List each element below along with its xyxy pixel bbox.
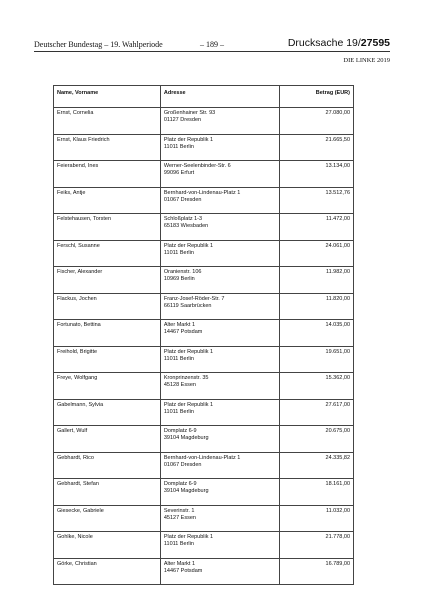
address-street: Oranienstr. 106 <box>163 269 202 275</box>
address-city: 01067 Dresden <box>163 196 202 203</box>
address-street: Bernhard-von-Lindenau-Platz 1 <box>163 454 241 461</box>
amount-cell <box>279 373 353 400</box>
table-row <box>54 134 354 161</box>
name-cell <box>54 426 161 453</box>
address-street: Großenhainer Str. 93 <box>163 110 216 116</box>
address-city: 14467 Potsdam <box>163 567 203 574</box>
address-cell <box>160 479 279 506</box>
address-street: Werner-Seelenbinder-Str. 6 <box>163 163 231 169</box>
address-street: Severinstr. 1 <box>163 507 195 514</box>
address-city: 11011 Berlin <box>163 408 194 415</box>
address-street: Franz-Josef-Röder-Str. 7 <box>163 295 225 302</box>
address-city: 01127 Dresden <box>163 117 202 123</box>
address-cell <box>160 452 279 479</box>
amount-cell <box>279 134 353 161</box>
recipient-name: Flackus, Jochen <box>57 295 97 302</box>
address-city: 45128 Essen <box>163 382 196 388</box>
amount-value: 19.651,00 <box>325 348 350 355</box>
address-cell <box>160 505 279 532</box>
address-street: Alter Markt 1 <box>163 322 196 328</box>
address-street: Platz der Republik 1 <box>163 534 214 540</box>
donations-table <box>53 85 354 585</box>
column-header-address: Adresse <box>160 86 279 108</box>
name-cell <box>54 373 161 400</box>
name-cell <box>54 293 161 320</box>
name-cell <box>54 479 161 506</box>
header-rule <box>34 51 390 52</box>
name-cell <box>54 558 161 585</box>
address-street: Platz der Republik 1 <box>163 242 214 249</box>
address-street: Domplatz 6-9 <box>163 428 197 434</box>
column-header-name: Name, Vorname <box>54 86 161 108</box>
amount-value: 21.665,50 <box>325 136 350 143</box>
table-row <box>54 426 354 453</box>
address-cell <box>160 373 279 400</box>
address-city: 66119 Saarbrücken <box>163 302 212 309</box>
name-cell <box>54 187 161 214</box>
amount-value: 11.820,00 <box>325 295 350 302</box>
name-cell <box>54 161 161 188</box>
amount-cell <box>279 161 353 188</box>
address-street: Bernhard-von-Lindenau-Platz 1 <box>163 189 241 196</box>
party-label: DIE LINKE 2019 <box>343 57 390 64</box>
amount-value: 11.472,00 <box>325 216 350 222</box>
recipient-name: Ernst, Cornelia <box>57 110 94 116</box>
amount-cell <box>279 452 353 479</box>
amount-cell <box>279 293 353 320</box>
address-city: 11011 Berlin <box>163 355 194 362</box>
amount-cell <box>279 532 353 559</box>
name-cell <box>54 320 161 347</box>
table-row <box>54 479 354 506</box>
publication-header: Deutscher Bundestag – 19. Wahlperiode <box>34 40 163 49</box>
recipient-name: Gebhardt, Rico <box>57 454 94 461</box>
table-row <box>54 214 354 241</box>
table-row <box>54 267 354 294</box>
amount-cell <box>279 187 353 214</box>
amount-value: 14.035,00 <box>325 322 350 328</box>
amount-cell <box>279 108 353 135</box>
amount-value: 16.789,00 <box>325 560 350 567</box>
table-row <box>54 240 354 267</box>
recipient-name: Freye, Wolfgang <box>57 375 98 381</box>
address-city: 39104 Magdeburg <box>163 435 209 441</box>
recipient-name: Fortunato, Bettina <box>57 322 101 328</box>
address-cell <box>160 532 279 559</box>
table-row <box>54 320 354 347</box>
document-number: 27595 <box>360 37 390 49</box>
address-cell <box>160 240 279 267</box>
amount-value: 27.080,00 <box>325 110 350 116</box>
recipient-name: Freihold, Brigitte <box>57 348 98 355</box>
name-cell <box>54 532 161 559</box>
recipient-name: Ferschl, Susanne <box>57 242 100 249</box>
amount-value: 18.161,00 <box>325 481 350 487</box>
address-street: Schloßplatz 1-3 <box>163 216 203 222</box>
address-cell <box>160 108 279 135</box>
table-body <box>54 108 354 585</box>
table-row <box>54 452 354 479</box>
amount-cell <box>279 558 353 585</box>
amount-value: 24.061,00 <box>325 242 350 249</box>
address-city: 45127 Essen <box>163 514 196 521</box>
address-cell <box>160 161 279 188</box>
address-cell <box>160 267 279 294</box>
recipient-name: Ernst, Klaus Friedrich <box>57 136 110 143</box>
amount-value: 24.335,82 <box>325 454 350 461</box>
name-cell <box>54 505 161 532</box>
document-label: Drucksache 19/ <box>287 37 361 49</box>
address-cell <box>160 426 279 453</box>
address-city: 01067 Dresden <box>163 461 202 468</box>
amount-cell <box>279 214 353 241</box>
table-header-row <box>54 86 354 108</box>
address-street: Kronprinzenstr. 35 <box>163 375 209 381</box>
recipient-name: Fischer, Alexander <box>57 269 103 275</box>
name-cell <box>54 452 161 479</box>
address-cell <box>160 399 279 426</box>
name-cell <box>54 108 161 135</box>
recipient-name: Gebhardt, Stefan <box>57 481 99 487</box>
recipient-name: Feiks, Antje <box>57 189 86 196</box>
table-row <box>54 161 354 188</box>
address-cell <box>160 214 279 241</box>
amount-value: 21.778,00 <box>325 534 350 540</box>
table-row <box>54 558 354 585</box>
amount-value: 13.512,76 <box>325 189 350 196</box>
address-cell <box>160 187 279 214</box>
amount-value: 11.982,00 <box>325 269 350 275</box>
table-row <box>54 505 354 532</box>
amount-cell <box>279 346 353 373</box>
address-cell <box>160 134 279 161</box>
recipient-name: Görke, Christian <box>57 560 97 567</box>
amount-cell <box>279 320 353 347</box>
address-cell <box>160 558 279 585</box>
recipient-name: Feierabend, Ines <box>57 163 99 169</box>
name-cell <box>54 267 161 294</box>
address-street: Alter Markt 1 <box>163 560 196 567</box>
amount-value: 11.032,00 <box>325 507 350 514</box>
address-city: 14467 Potsdam <box>163 329 203 335</box>
recipient-name: Gohlke, Nicole <box>57 534 93 540</box>
address-city: 99096 Erfurt <box>163 170 195 176</box>
amount-cell <box>279 426 353 453</box>
column-header-amount: Betrag (EUR) <box>279 86 353 108</box>
address-city: 11011 Berlin <box>163 249 194 256</box>
table-row <box>54 187 354 214</box>
address-cell <box>160 293 279 320</box>
address-city: 39104 Magdeburg <box>163 488 209 494</box>
address-street: Platz der Republik 1 <box>163 136 214 143</box>
amount-value: 20.675,00 <box>325 428 350 434</box>
address-street: Platz der Republik 1 <box>163 401 214 408</box>
address-street: Platz der Republik 1 <box>163 348 214 355</box>
amount-cell <box>279 479 353 506</box>
address-city: 11011 Berlin <box>163 143 194 150</box>
address-cell <box>160 320 279 347</box>
name-cell <box>54 214 161 241</box>
recipient-name: Felstehausen, Torsten <box>57 216 112 222</box>
table-row <box>54 373 354 400</box>
name-cell <box>54 240 161 267</box>
name-cell <box>54 399 161 426</box>
amount-cell <box>279 505 353 532</box>
page-number: – 189 – <box>200 40 224 49</box>
recipient-name: Gallert, Wulf <box>57 428 88 434</box>
table-row <box>54 108 354 135</box>
name-cell <box>54 346 161 373</box>
address-city: 11011 Berlin <box>163 541 194 547</box>
recipient-name: Gabelmann, Sylvia <box>57 401 104 408</box>
address-city: 10969 Berlin <box>163 276 195 282</box>
address-city: 65183 Wiesbaden <box>163 223 209 229</box>
document-id <box>288 37 390 49</box>
amount-value: 15.362,00 <box>325 375 350 381</box>
table-row <box>54 532 354 559</box>
recipient-name: Giesecke, Gabriele <box>57 507 104 514</box>
amount-cell <box>279 240 353 267</box>
table-row <box>54 293 354 320</box>
amount-value: 13.134,00 <box>325 163 350 169</box>
amount-cell <box>279 399 353 426</box>
address-street: Domplatz 6-9 <box>163 481 197 487</box>
table-row <box>54 346 354 373</box>
amount-value: 27.617,00 <box>325 401 350 408</box>
table-row <box>54 399 354 426</box>
amount-cell <box>279 267 353 294</box>
name-cell <box>54 134 161 161</box>
address-cell <box>160 346 279 373</box>
